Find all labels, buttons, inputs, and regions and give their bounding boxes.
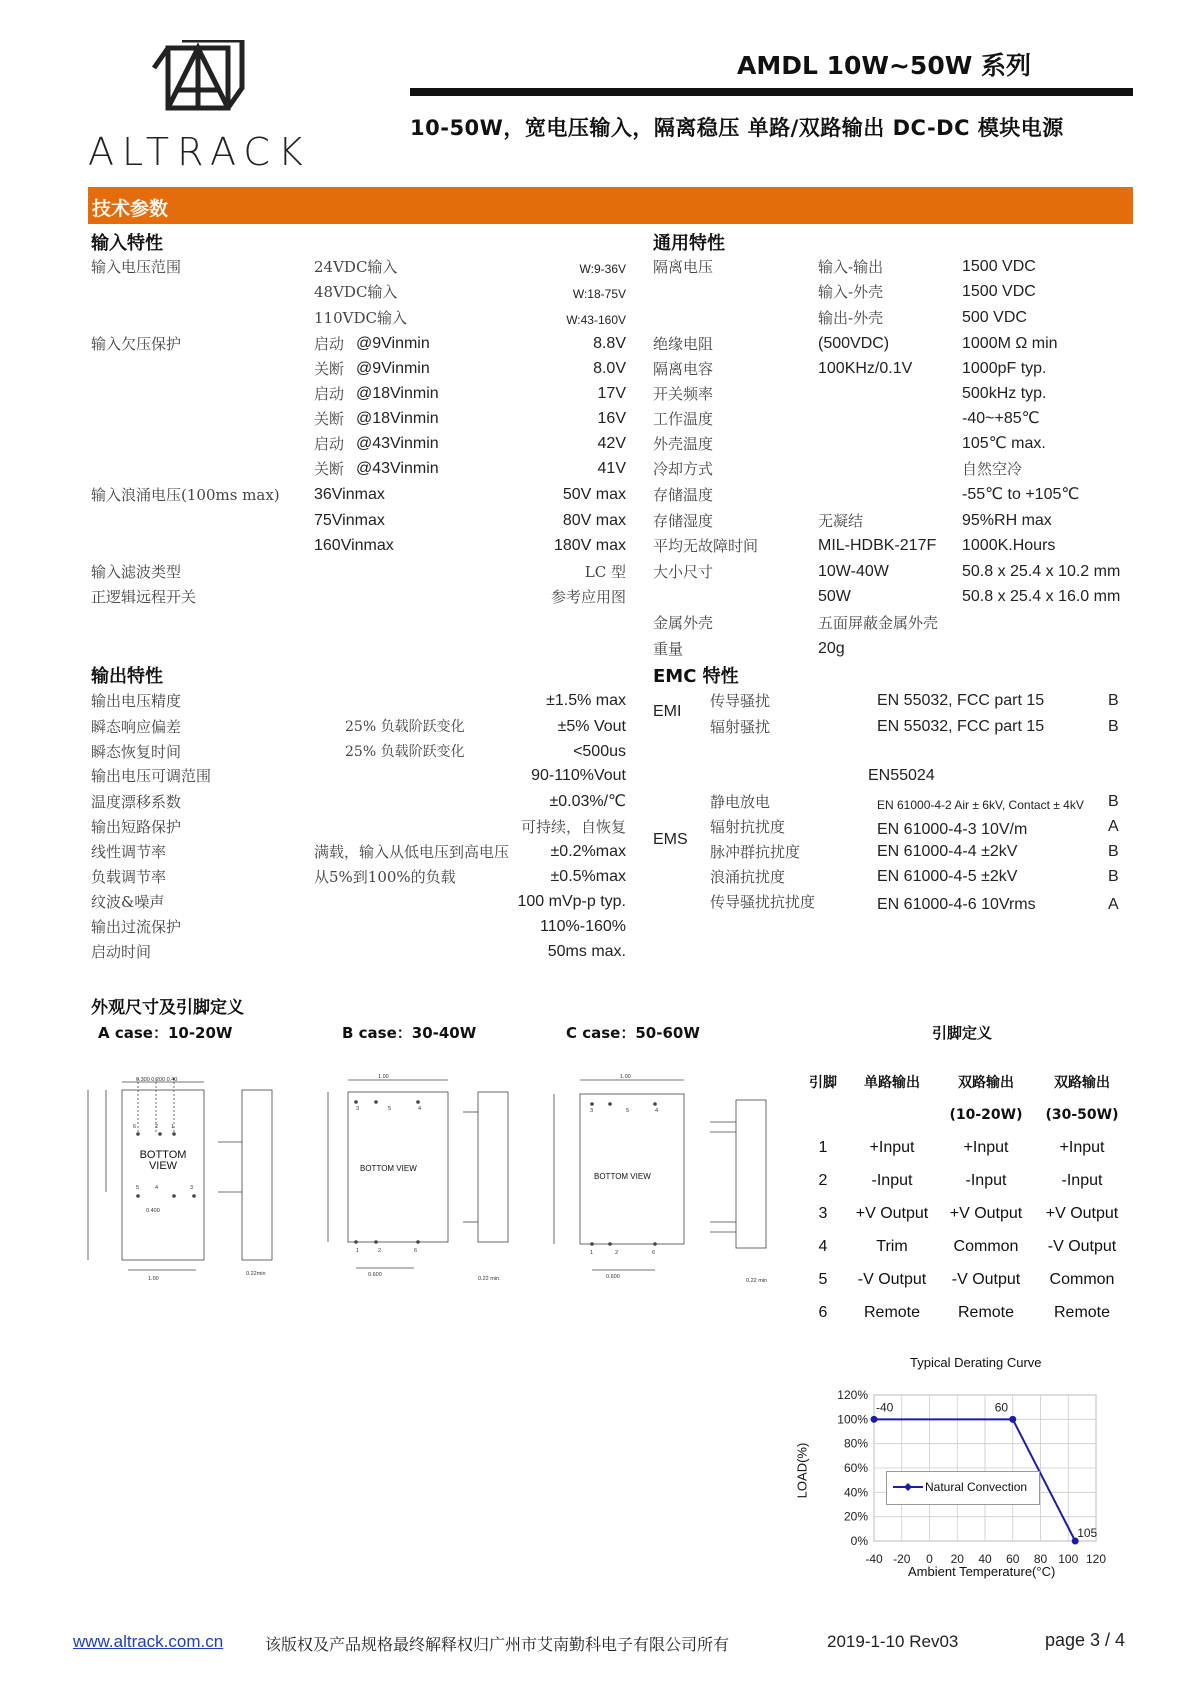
table-row [800, 1131, 1130, 1164]
general-value: 1000pF typ. [962, 360, 1047, 377]
svg-text:4: 4 [418, 1106, 422, 1112]
pin-cell: Remote [863, 1303, 921, 1321]
output-value: ±0.5%max [550, 868, 626, 885]
emi-name: 辐射骚扰 [710, 718, 771, 736]
case-a-drawing [78, 1072, 308, 1312]
input-value: W:43-160V [566, 313, 626, 327]
general-label: 重量 [653, 640, 684, 658]
input-cond-b: @43Vinmin [356, 460, 439, 477]
general-label: 大小尺寸 [653, 563, 714, 581]
svg-text:4: 4 [655, 1108, 659, 1114]
legend-line-icon [891, 1472, 925, 1502]
x-tick-label: 100 [1058, 1552, 1079, 1566]
ems-class: A [1108, 896, 1119, 913]
table-row [800, 1296, 1130, 1329]
general-value: 1500 VDC [962, 258, 1036, 275]
general-label: 外壳温度 [653, 435, 714, 453]
output-cond: 从5%到100%的负载 [314, 868, 456, 886]
input-value: 180V max [553, 537, 626, 554]
data-point [1009, 1416, 1016, 1423]
pin-cell: +V Output [855, 1204, 929, 1222]
chart-legend [886, 1471, 1040, 1505]
svg-text:2: 2 [378, 1248, 382, 1254]
bottom-view-label-b: BOTTOM VIEW [360, 1164, 417, 1173]
svg-text:1: 1 [171, 1124, 175, 1130]
output-value: ±0.2%max [550, 843, 626, 860]
input-label: 输入欠压保护 [91, 335, 182, 353]
input-cond-a: 关断 [314, 460, 345, 478]
input-value: W:9-36V [579, 262, 626, 276]
svg-text:6: 6 [652, 1250, 656, 1256]
ems-name: 浪涌抗扰度 [710, 868, 786, 886]
ems-label: EMS [653, 831, 688, 848]
pin-cell: Trim [876, 1237, 908, 1255]
footer-date: 2019-1-10 Rev03 [827, 1632, 959, 1651]
ems-header: EN55024 [868, 767, 935, 784]
output-label: 负载调节率 [91, 868, 167, 886]
svg-text:1: 1 [590, 1250, 594, 1256]
ems-name: 脉冲群抗扰度 [710, 843, 801, 861]
pin-cell: +Input [1059, 1138, 1105, 1156]
general-cond: 20g [818, 640, 845, 657]
svg-text:0.600: 0.600 [368, 1272, 382, 1278]
pin-header: 双路输出 [958, 1074, 1014, 1091]
ems-std: EN 61000-4-4 ±2kV [877, 843, 1018, 860]
input-cond-b: @9Vinmin [356, 335, 430, 352]
input-cond-b: @43Vinmin [356, 435, 439, 452]
ems-name: 传导骚扰抗扰度 [710, 893, 816, 911]
output-cond: 25% 负载阶跃变化 [345, 719, 465, 735]
general-label: 隔离电压 [653, 258, 714, 276]
general-value: 95%RH max [962, 512, 1052, 529]
output-value: <500us [573, 743, 626, 760]
general-value: 50.8 x 25.4 x 10.2 mm [962, 563, 1121, 580]
general-cond: 输入-输出 [818, 258, 884, 276]
pin-subheader: (10-20W) [949, 1106, 1023, 1123]
emi-label: EMI [653, 703, 682, 720]
case-c-title: C case：50-60W [566, 1024, 700, 1042]
ems-name: 静电放电 [710, 793, 771, 811]
pins-heading: 引脚定义 [932, 1024, 993, 1042]
pin-cell: Remote [957, 1303, 1015, 1321]
case-a-title: A case：10-20W [98, 1024, 233, 1042]
input-cond-a: 启动 [314, 435, 345, 453]
emi-class: B [1108, 718, 1119, 735]
ems-class: B [1108, 868, 1119, 885]
pin-header: 引脚 [809, 1074, 837, 1091]
output-value: ±0.03%/℃ [549, 793, 626, 810]
general-cond: 10W-40W [818, 563, 889, 580]
x-tick-label: 120 [1085, 1552, 1107, 1566]
bottom-view-label-a-line1: BOTTOM [139, 1149, 187, 1161]
pin-cell: -V Output [951, 1270, 1021, 1288]
input-cond: 110VDC输入 [314, 309, 407, 327]
output-value: ±5% Vout [557, 718, 626, 735]
emi-name: 传导骚扰 [710, 692, 771, 710]
output-label: 启动时间 [91, 943, 152, 961]
output-label: 输出过流保护 [91, 918, 182, 936]
general-value: 500kHz typ. [962, 385, 1047, 402]
svg-text:2: 2 [615, 1250, 619, 1256]
svg-text:4: 4 [155, 1185, 159, 1191]
input-cond-b: @18Vinmin [356, 410, 439, 427]
general-cond: 五面屏蔽金属外壳 [818, 614, 939, 632]
general-label: 绝缘电阻 [653, 335, 714, 353]
input-cond: 36Vinmax [314, 486, 385, 503]
y-tick-label: 100% [837, 1412, 868, 1427]
y-tick-label: 20% [843, 1509, 868, 1524]
pin-subheader: (30-50W) [1045, 1106, 1119, 1123]
header-rule [410, 88, 1133, 96]
input-value: 17V [597, 385, 626, 402]
bottom-view-label-a-line2: VIEW [148, 1160, 178, 1172]
output-label: 线性调节率 [91, 843, 167, 861]
input-value: 8.8V [593, 335, 626, 352]
general-value: -55℃ to +105℃ [962, 486, 1080, 503]
general-cond: (500VDC) [818, 335, 890, 352]
svg-text:6: 6 [414, 1248, 418, 1254]
svg-text:3: 3 [190, 1185, 194, 1191]
section-bar-title: 技术参数 [92, 198, 169, 220]
general-label: 隔离电容 [653, 360, 714, 378]
output-label: 温度漂移系数 [91, 793, 182, 811]
ems-std: EN 61000-4-5 ±2kV [877, 868, 1018, 885]
pin-cell: +V Output [949, 1204, 1023, 1222]
input-cond: 160Vinmax [314, 537, 394, 554]
case-b-title: B case：30-40W [342, 1024, 477, 1042]
pin-subheader [846, 1098, 938, 1131]
input-value: 8.0V [593, 360, 626, 377]
chart-ylabel: LOAD(%) [794, 1442, 810, 1499]
input-label: 输入电压范围 [91, 258, 182, 276]
svg-text:1.00: 1.00 [378, 1074, 389, 1080]
ems-std: EN 61000-4-3 10V/m [877, 821, 1028, 838]
chart-xlabel: Ambient Temperature(°C) [908, 1564, 1056, 1579]
output-label: 瞬态恢复时间 [91, 743, 182, 761]
general-label: 开关频率 [653, 385, 714, 403]
point-annotation: 60 [994, 1400, 1009, 1415]
emi-class: B [1108, 692, 1119, 709]
data-point [871, 1416, 878, 1423]
pin-cell: -V Output [857, 1270, 927, 1288]
input-value: 参考应用图 [550, 588, 626, 606]
input-heading: 输入特性 [91, 233, 163, 254]
pin-number: 2 [818, 1171, 828, 1189]
input-cond: 75Vinmax [314, 512, 385, 529]
subtitle: 10-50W，宽电压输入，隔离稳压 单路/双路输出 DC-DC 模块电源 [410, 116, 1064, 140]
output-value: 50ms max. [547, 943, 626, 960]
footer-page: page 3 / 4 [1045, 1630, 1126, 1650]
svg-text:6: 6 [133, 1124, 137, 1130]
x-tick-label: 60 [1006, 1552, 1020, 1566]
general-value: 500 VDC [962, 309, 1027, 326]
general-label: 存储湿度 [653, 512, 714, 530]
general-cond: 50W [818, 588, 851, 605]
pin-cell: Remote [1053, 1303, 1111, 1321]
y-tick-label: 60% [843, 1461, 868, 1475]
input-value: LC 型 [584, 563, 626, 581]
input-value: 41V [597, 460, 626, 477]
bottom-view-label-c: BOTTOM VIEW [594, 1172, 651, 1181]
svg-text:2: 2 [155, 1124, 159, 1130]
input-label: 输入滤波类型 [91, 563, 182, 581]
input-cond: 24VDC输入 [314, 258, 398, 276]
general-cond: MIL-HDBK-217F [818, 537, 937, 554]
pin-number: 3 [818, 1204, 828, 1222]
logo [78, 40, 318, 180]
svg-text:0.22 min.: 0.22 min. [478, 1276, 501, 1282]
table-row [800, 1197, 1130, 1230]
svg-text:0.400: 0.400 [146, 1208, 160, 1214]
general-cond: 输出-外壳 [818, 309, 884, 327]
pin-number: 1 [818, 1138, 828, 1156]
pin-header: 单路输出 [864, 1074, 920, 1091]
output-cond: 25% 负载阶跃变化 [345, 744, 465, 760]
pin-cell: Common [953, 1237, 1019, 1255]
input-value: 42V [597, 435, 626, 452]
general-cond: 无凝结 [818, 512, 864, 530]
general-cond: 输入-外壳 [818, 283, 884, 301]
general-heading: 通用特性 [653, 233, 725, 254]
emi-std: EN 55032, FCC part 15 [877, 718, 1045, 735]
bottom-view-label-a [128, 1150, 198, 1172]
svg-text:0.22min: 0.22min [246, 1271, 266, 1277]
pin-cell: +Input [963, 1138, 1009, 1156]
mech-heading: 外观尺寸及引脚定义 [91, 998, 244, 1018]
pin-cell: +Input [869, 1138, 915, 1156]
point-annotation: 105 [1077, 1526, 1098, 1540]
y-tick-label: 0% [850, 1534, 868, 1548]
emc-heading: EMC 特性 [653, 666, 739, 687]
svg-text:0.600: 0.600 [606, 1274, 620, 1280]
case-c-drawing [540, 1072, 780, 1312]
x-tick-label: 80 [1033, 1552, 1048, 1566]
output-value: 110%-160% [540, 918, 626, 935]
general-value: 105℃ max. [962, 435, 1046, 452]
pin-cell: -Input [965, 1171, 1007, 1189]
input-value: 50V max [562, 486, 626, 503]
footer-url[interactable]: www.altrack.com.cn [73, 1632, 224, 1651]
general-value: 1000M Ω min [962, 335, 1058, 352]
ems-class: B [1108, 793, 1119, 810]
general-label: 冷却方式 [653, 460, 714, 478]
section-bar [88, 187, 1133, 224]
pin-cell: -V Output [1047, 1237, 1117, 1255]
input-value: W:18-75V [572, 287, 626, 301]
output-label: 输出电压可调范围 [91, 767, 212, 785]
general-value: 1500 VDC [962, 283, 1036, 300]
svg-text:1.00: 1.00 [148, 1276, 159, 1282]
footer-copyright: 该版权及产品规格最终解释权归广州市艾南勤科电子有限公司所有 [265, 1635, 730, 1654]
x-tick-label: 20 [950, 1552, 964, 1566]
svg-text:3: 3 [590, 1108, 594, 1114]
output-label: 纹波&噪声 [91, 893, 165, 911]
svg-text:1.00: 1.00 [620, 1074, 631, 1080]
input-label: 输入浪涌电压(100ms max) [91, 486, 280, 504]
input-value: 80V max [562, 512, 626, 529]
y-tick-label: 120% [837, 1388, 868, 1402]
emi-std: EN 55032, FCC part 15 [877, 692, 1045, 709]
pin-cell: +V Output [1045, 1204, 1119, 1222]
y-tick-label: 80% [843, 1436, 868, 1451]
pin-subheader [800, 1098, 846, 1131]
pin-cell: -Input [1061, 1171, 1103, 1189]
chart-title: Typical Derating Curve [910, 1355, 1042, 1370]
output-value: 100 mVp-p typ. [517, 893, 626, 910]
case-b-drawing [318, 1072, 538, 1312]
table-row [800, 1164, 1130, 1197]
output-value: ±1.5% max [546, 692, 626, 709]
input-cond-a: 启动 [314, 385, 345, 403]
output-heading: 输出特性 [91, 666, 163, 687]
svg-text:1: 1 [356, 1248, 360, 1254]
svg-text:3: 3 [356, 1106, 360, 1112]
legend-label: Natural Convection [925, 1480, 1028, 1494]
brand-name: ALTRACK [88, 130, 311, 174]
general-value: 50.8 x 25.4 x 16.0 mm [962, 588, 1121, 605]
x-tick-label: -20 [893, 1552, 911, 1566]
input-cond-b: @18Vinmin [356, 385, 439, 402]
table-row [800, 1230, 1130, 1263]
svg-text:0.300 0.200 0.40: 0.300 0.200 0.40 [136, 1077, 178, 1083]
general-label: 存储温度 [653, 486, 714, 504]
general-value: -40~+85℃ [962, 410, 1040, 427]
derating-chart [794, 1355, 1140, 1585]
pin-header: 双路输出 [1054, 1074, 1110, 1091]
svg-text:5: 5 [626, 1108, 630, 1114]
ems-class: B [1108, 843, 1119, 860]
general-value: 1000K.Hours [962, 537, 1056, 554]
output-value: 可持续，自恢复 [520, 818, 626, 836]
svg-text:0.22 min: 0.22 min [746, 1278, 768, 1284]
pin-number: 6 [818, 1303, 828, 1321]
pin-number: 4 [818, 1237, 828, 1255]
input-cond-a: 关断 [314, 360, 345, 378]
ems-std: EN 61000-4-2 Air ± 6kV, Contact ± 4kV [877, 798, 1084, 812]
input-cond-a: 启动 [314, 335, 345, 353]
derating-chart-svg [800, 1355, 1140, 1585]
output-value: 90-110%Vout [531, 767, 626, 784]
ems-std: EN 61000-4-6 10Vrms [877, 896, 1036, 913]
svg-text:5: 5 [136, 1185, 140, 1191]
pin-cell: -Input [871, 1171, 913, 1189]
input-cond: 48VDC输入 [314, 283, 398, 301]
x-tick-label: -40 [865, 1552, 883, 1566]
pin-number: 5 [818, 1270, 828, 1288]
x-tick-label: 40 [978, 1552, 992, 1566]
ems-class: A [1108, 818, 1119, 835]
output-label: 瞬态响应偏差 [91, 718, 182, 736]
general-label: 平均无故障时间 [653, 537, 759, 555]
general-label: 工作温度 [653, 410, 714, 428]
series-title: AMDL 10W~50W 系列 [737, 51, 1031, 80]
pin-cell: Common [1049, 1270, 1115, 1288]
x-tick-label: 0 [926, 1552, 933, 1566]
y-tick-label: 40% [843, 1485, 868, 1500]
pin-table [800, 1065, 1130, 1329]
input-label: 正逻辑远程开关 [91, 588, 197, 606]
input-cond-a: 关断 [314, 410, 345, 428]
input-cond-b: @9Vinmin [356, 360, 430, 377]
point-annotation: -40 [876, 1400, 894, 1415]
output-cond: 满载，输入从低电压到高电压 [314, 843, 510, 861]
general-value: 自然空冷 [962, 460, 1023, 478]
output-label: 输出电压精度 [91, 692, 182, 710]
general-cond: 100KHz/0.1V [818, 360, 913, 377]
table-row [800, 1263, 1130, 1296]
svg-text:5: 5 [388, 1106, 392, 1112]
general-label: 金属外壳 [653, 614, 714, 632]
output-label: 输出短路保护 [91, 818, 182, 836]
input-value: 16V [597, 410, 626, 427]
ems-name: 辐射抗扰度 [710, 818, 786, 836]
